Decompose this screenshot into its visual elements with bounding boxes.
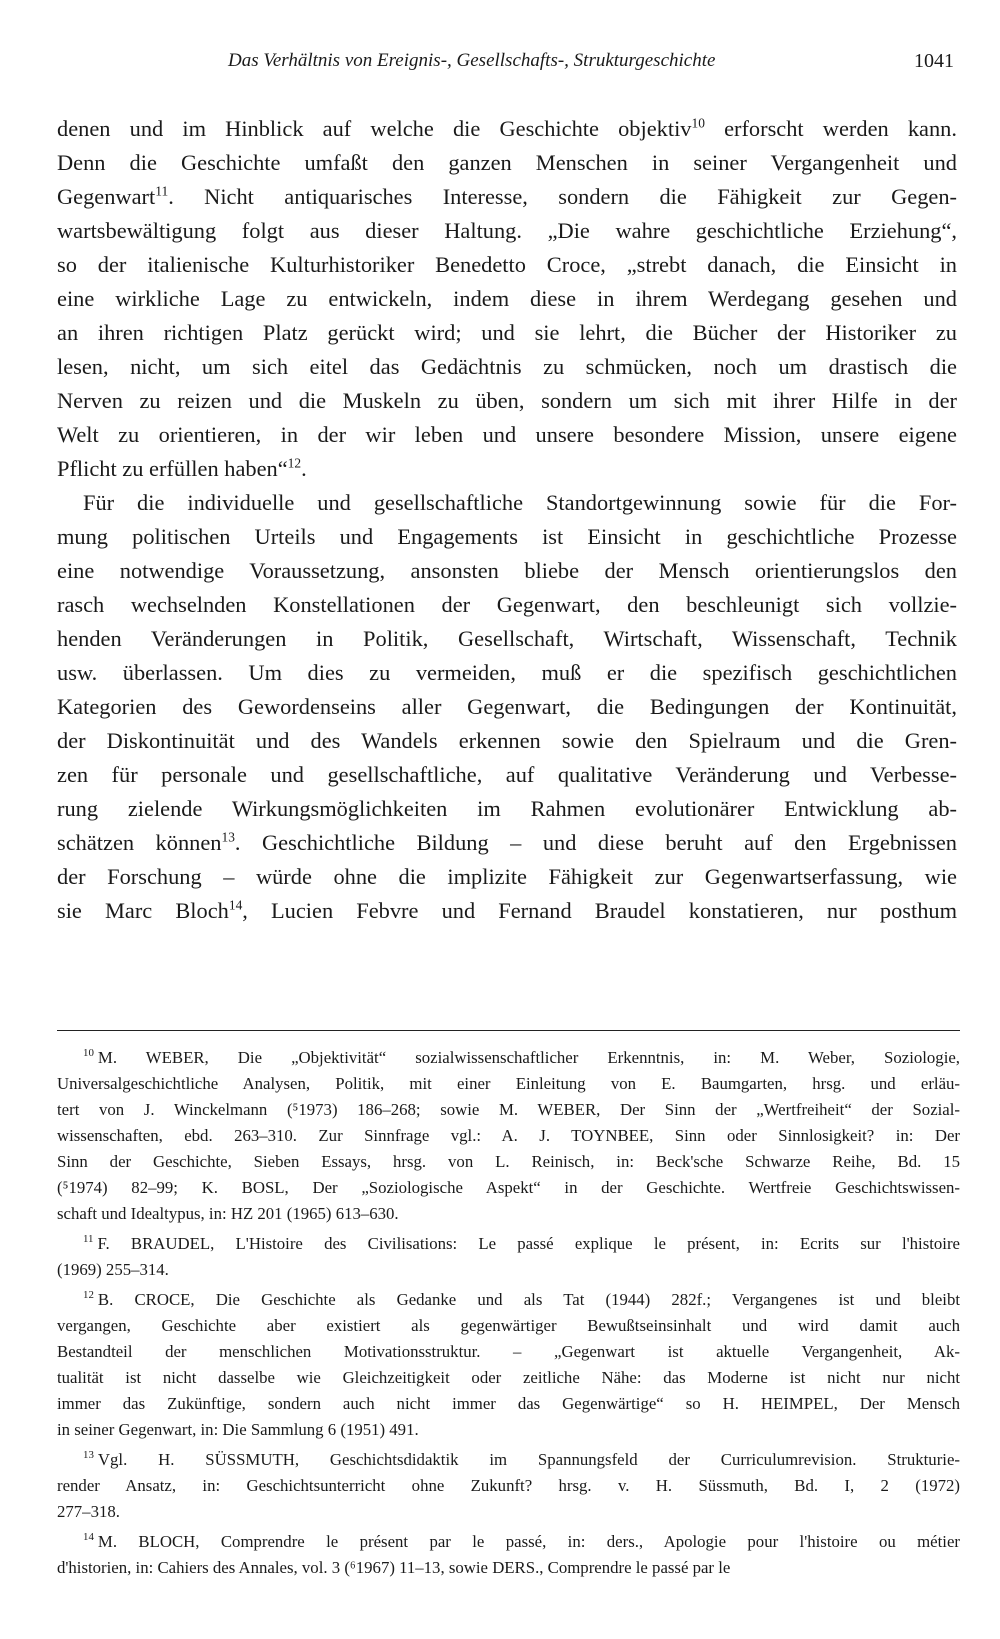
body-line	[57, 758, 957, 792]
body-line-text: . Nicht antiquarisches Interesse, sondern die Fähigkeit zur Gegen-	[168, 184, 957, 209]
body-line-text: Pflicht zu erfüllen haben“	[57, 456, 288, 481]
body-line-text: lesen, nicht, um sich eitel das Gedächtnis zu schmücken, noch um drastisch die	[57, 354, 957, 379]
body-line	[57, 316, 957, 350]
footnote-line	[57, 1313, 960, 1339]
body-line-text: der Diskontinuität und des Wandels erkennen sowie den Spielraum und die Gren-	[57, 728, 957, 753]
body-line	[57, 690, 957, 724]
footnote-line	[57, 1473, 960, 1499]
body-line-text: usw. überlassen. Um dies zu vermeiden, muß er die spezifisch geschichtlichen	[57, 660, 957, 685]
footnote-line	[57, 1123, 960, 1149]
footnote-text: immer das Zukünftige, sondern auch nicht immer das Gegenwärtige“ so H. HEIMPEL, Der Mensch	[57, 1394, 960, 1413]
footnote-number: 13	[83, 1449, 94, 1462]
page-number: 1041	[914, 50, 954, 72]
body-line	[57, 418, 957, 452]
body-line-text: .	[301, 456, 307, 481]
footnote-line	[57, 1071, 960, 1097]
body-line	[57, 112, 957, 146]
body-line-text: , Lucien Febvre und Fernand Braudel konstatieren, nur posthum	[242, 898, 958, 923]
body-line-text: mung politischen Urteils und Engagements ist Einsicht in geschichtliche Prozesse	[57, 524, 957, 549]
body-line-text: Für die individuelle und gesellschaftliche Standortgewinnung sowie für die For-	[83, 490, 957, 515]
body-line-text: schätzen können	[57, 830, 222, 855]
running-title: Das Verhältnis von Ereignis-, Gesellschafts-, Strukturgeschichte	[228, 50, 716, 71]
footnote-line	[83, 1529, 960, 1555]
footnote-text: 277–318.	[57, 1502, 120, 1521]
body-line-text: rung zielende Wirkungsmöglichkeiten im Rahmen evolutionärer Entwicklung ab-	[57, 796, 957, 821]
body-line-text: an ihren richtigen Platz gerückt wird; und sie lehrt, die Bücher der Historiker zu	[57, 320, 957, 345]
body-line-text: denen und im Hinblick auf welche die Geschichte objektiv	[57, 116, 692, 141]
body-line	[57, 656, 957, 690]
footnote-rule	[57, 1030, 960, 1031]
footnote-reference[interactable]: 12	[287, 455, 302, 471]
footnote-reference[interactable]: 10	[691, 115, 705, 131]
footnote-text: Bestandteil der menschlichen Motivationsstruktur. – „Gegenwart ist aktuelle Vergangenheit, Ak-	[57, 1342, 960, 1361]
footnote-text: render Ansatz, in: Geschichtsunterricht ohne Zukunft? hrsg. v. H. Süssmuth, Bd. I, 2 (1972)	[57, 1476, 960, 1495]
footnote-text: in seiner Gegenwart, in: Die Sammlung 6 (1951) 491.	[57, 1420, 419, 1439]
footnote-line	[57, 1175, 960, 1201]
footnote-text: d'historien, in: Cahiers des Annales, vol. 3 (⁶1967) 11–13, sowie DERS., Comprendre le passé par le	[57, 1558, 731, 1577]
footnote-line	[83, 1447, 960, 1473]
body-line-text: eine notwendige Voraussetzung, ansonsten bliebe der Mensch orientierungslos den	[57, 558, 957, 583]
body-line-text: henden Veränderungen in Politik, Gesellschaft, Wirtschaft, Wissenschaft, Technik	[57, 626, 957, 651]
footnote-text: F. BRAUDEL, L'Histoire des Civilisations: Le passé explique le présent, in: Ecrits sur l'histoire	[97, 1234, 960, 1253]
footnote-text: Sinn der Geschichte, Sieben Essays, hrsg. von L. Reinisch, in: Beck'sche Schwarze Reihe, Bd. 15	[57, 1152, 960, 1171]
footnote-text: tert von J. Winckelmann (⁵1973) 186–268; sowie M. WEBER, Der Sinn der „Wertfreiheit“ der Sozial-	[57, 1100, 960, 1119]
footnote-reference[interactable]: 13	[221, 829, 235, 845]
footnote-text: Universalgeschichtliche Analysen, Politik, mit einer Einleitung von E. Baumgarten, hrsg. und erläu-	[57, 1074, 960, 1093]
footnote-reference[interactable]: 11	[155, 183, 169, 199]
body-line	[57, 248, 957, 282]
body-line-text: Welt zu orientieren, in der wir leben und unsere besondere Mission, unsere eigene	[57, 422, 957, 447]
running-head	[58, 50, 954, 80]
footnote-line	[57, 1555, 960, 1581]
body-line	[57, 554, 957, 588]
body-line	[57, 452, 957, 486]
footnote-text: (1969) 255–314.	[57, 1260, 169, 1279]
footnote-line	[83, 1287, 960, 1313]
body-line-text: Gegenwart	[57, 184, 156, 209]
footnote-text: tualität ist nicht dasselbe wie Gleichzeitigkeit oder zeitliche Nähe: das Moderne ist nicht nur nicht	[57, 1368, 960, 1387]
body-line-text: zen für personale und gesellschaftliche, auf qualitative Veränderung und Verbesse-	[57, 762, 957, 787]
footnote-line	[83, 1045, 960, 1071]
footnote-line	[57, 1365, 960, 1391]
footnote-line	[57, 1391, 960, 1417]
body-line	[83, 486, 957, 520]
footnote-text: M. WEBER, Die „Objektivität“ sozialwissenschaftlicher Erkenntnis, in: M. Weber, Soziologie,	[97, 1048, 960, 1067]
body-line-text: erforscht werden kann.	[704, 116, 957, 141]
body-line	[57, 180, 957, 214]
footnote-number: 12	[83, 1289, 94, 1302]
footnote-text: Vgl. H. SÜSSMUTH, Geschichtsdidaktik im Spannungsfeld der Curriculumrevision. Strukturie-	[97, 1450, 960, 1469]
footnote-line	[57, 1149, 960, 1175]
footnote-number: 11	[83, 1233, 94, 1246]
body-line-text: wartsbewältigung folgt aus dieser Haltung. „Die wahre geschichtliche Erziehung“,	[57, 218, 957, 243]
footnote-line	[57, 1499, 960, 1525]
body-line	[57, 350, 957, 384]
body-line-text: rasch wechselnden Konstellationen der Gegenwart, den beschleunigt sich vollzie-	[57, 592, 957, 617]
body-line-text: Nerven zu reizen und die Muskeln zu üben, sondern um sich mit ihrer Hilfe in der	[57, 388, 957, 413]
body-line-text: sie Marc Bloch	[57, 898, 229, 923]
body-line-text: eine wirkliche Lage zu entwickeln, indem diese in ihrem Werdegang gesehen und	[57, 286, 957, 311]
footnote-line	[57, 1257, 960, 1283]
body-line	[57, 384, 957, 418]
body-line	[57, 860, 957, 894]
body-line	[57, 588, 957, 622]
body-line	[57, 520, 957, 554]
body-line	[57, 146, 957, 180]
footnote-number: 14	[83, 1531, 94, 1544]
footnote-text: (⁵1974) 82–99; K. BOSL, Der „Soziologische Aspekt“ in der Geschichte. Wertfreie Geschichtswissen-	[57, 1178, 960, 1197]
body-line-text: der Forschung – würde ohne die implizite Fähigkeit zur Gegenwartserfassung, wie	[57, 864, 957, 889]
footnote-line	[57, 1201, 960, 1227]
footnote-line	[57, 1417, 960, 1443]
body-line	[57, 894, 957, 928]
footnote-text: schaft und Idealtypus, in: HZ 201 (1965) 613–630.	[57, 1204, 399, 1223]
body-line	[57, 792, 957, 826]
body-line-text: . Geschichtliche Bildung – und diese beruht auf den Ergebnissen	[234, 830, 957, 855]
footnote-number: 10	[83, 1047, 94, 1060]
body-line	[57, 214, 957, 248]
body-line	[57, 826, 957, 860]
body-line	[57, 622, 957, 656]
footnote-line	[83, 1231, 960, 1257]
body-line-text: so der italienische Kulturhistoriker Benedetto Croce, „strebt danach, die Einsicht in	[57, 252, 957, 277]
footnote-text: vergangen, Geschichte aber existiert als gegenwärtiger Bewußtseinsinhalt und wird damit auch	[57, 1316, 960, 1335]
footnote-reference[interactable]: 14	[228, 897, 243, 913]
footnote-line	[57, 1339, 960, 1365]
body-line	[57, 724, 957, 758]
footnote-text: B. CROCE, Die Geschichte als Gedanke und als Tat (1944) 282f.; Vergangenes ist und bleibt	[97, 1290, 960, 1309]
footnote-text: wissenschaften, ebd. 263–310. Zur Sinnfrage vgl.: A. J. TOYNBEE, Sinn oder Sinnlosigkeit? in: Der	[57, 1126, 960, 1145]
footnote-line	[57, 1097, 960, 1123]
footnote-text: M. BLOCH, Comprendre le présent par le passé, in: ders., Apologie pour l'histoire ou métier	[97, 1532, 960, 1551]
body-line-text: Kategorien des Gewordenseins aller Gegenwart, die Bedingungen der Kontinuität,	[57, 694, 957, 719]
body-line-text: Denn die Geschichte umfaßt den ganzen Menschen in seiner Vergangenheit und	[57, 150, 957, 175]
body-line	[57, 282, 957, 316]
